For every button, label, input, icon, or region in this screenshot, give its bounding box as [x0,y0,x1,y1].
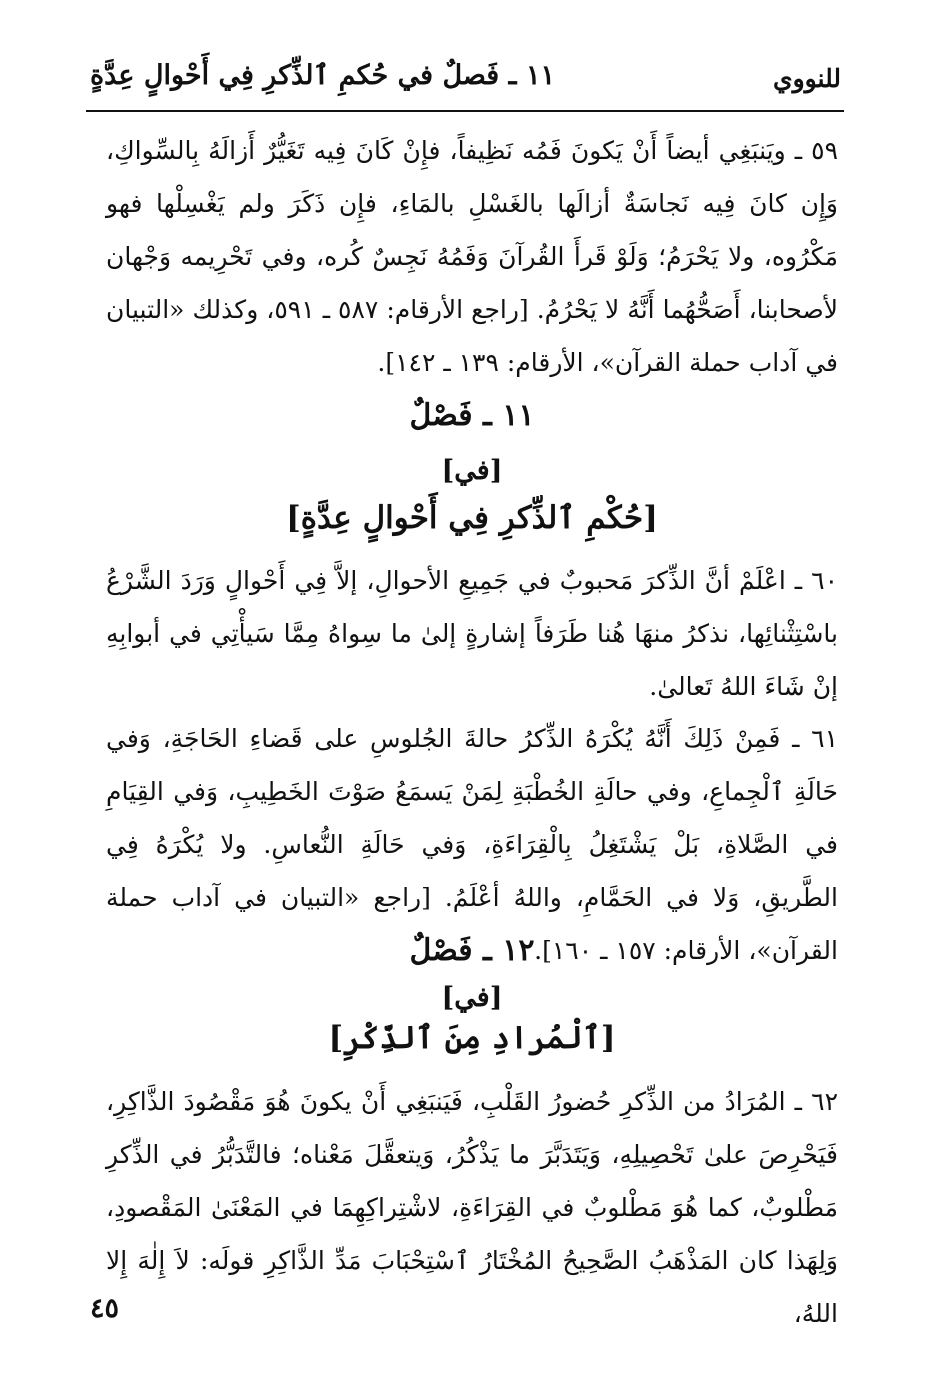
section-11-subheading: [في] [441,455,503,486]
page-number: ٤٥ [90,1293,120,1324]
section-12-subheading: [في] [441,982,503,1013]
section-12-number: ١٢ ـ فَصْلٌ [409,933,535,968]
paragraph-60: ٦٠ ـ اعْلَمْ أنَّ الذِّكرَ مَحبوبٌ في جَمِيعِ الأحوالِ، إلاَّ فِي أَحْوالٍ وَرَدَ الشَّرْعُ باسْتِثْنائِها، نذكرُ منهَا هُنا طَرَفاً إشارةٍ إلىٰ ما سِواهُ مِمَّا سَيأْتِي في أبوابِهِ إنْ شَاءَ اللهُ تَعالىٰ. [106,566,838,701]
paragraph-61: ٦١ ـ فَمِنْ ذَلِكَ أَنَّهُ يُكْرَهُ الذِّكرُ حالةَ الجُلوسِ على قَضاءِ الحَاجَةِ، وَفي حَالَةِ ٱلْجِماعِ، وفي حالَةِ الخُطْبَةِ لِمَنْ يَسمَعُ صَوْتَ الخَطِيبِ، وَفي القِيَامِ في الصَّلاةِ، بَلْ يَشْتَغِلُ بِالْقِرَاءَةِ، وَفي حَالَةِ النُّعاسِ. ولا يُكْرَهُ فِي الطَّريقِ، وَلا في الحَمَّامِ، واللهُ أعْلَمُ. [راجع «التبيان في آداب حملة القرآن»، الأرقام: ١٥٧ ـ ١٦٠]. [106,724,838,965]
running-header-author: للنووي [773,64,841,93]
paragraph-59: ٥٩ ـ ويَنبَغِي أيضاً أَنْ يَكونَ فَمُه نَظِيفاً، فإِنْ كَانَ فِيه تَغَيُّرٌ أَزالَهُ بِالسِّواكِ، وَإِن كانَ فِيه نَجاسَةٌ أزالَها بالغَسْلِ بالمَاءِ، فإِن ذَكَرَ ولم يَغْسِلْها فهو مَكْرُوه، ولا يَحْرَمُ؛ وَلَوْ قَرأَ القُرآنَ وَفَمُهُ نَجِسٌ كُره، وفي تَحْرِيمه وَجْهان لأصحابنا، أَصَحُّهُما أَنَّهُ لا يَحْرُمُ. [راجع الأرقام: ٥٨٧ ـ ٥٩١، وكذلك «التبيان في آداب حملة القرآن»، الأرقام: ١٣٩ ـ ١٤٢]. [106,136,838,377]
header-divider [86,110,844,112]
section-11-number: ١١ ـ فَصْلٌ [409,398,535,433]
paragraph-62: ٦٢ ـ المُرَادُ من الذِّكرِ حُضورُ القَلْبِ، فَيَنبَغِي أَنْ يكونَ هُوَ مَقْصُودَ الذَّاكِرِ، فَيَحْرِصَ علىٰ تَحْصِيلِهِ، وَيَتَدَبَّرَ ما يَذْكُرُ، وَيتعقَّلَ مَعْناه؛ فالتَّدَبُّرُ في الذِّكرِ مَطْلوبٌ، كما هُوَ مَطْلوبٌ في القِرَاءَةِ، لاشْتِراكِهِمَا في المَعْنَىٰ المَقْصودِ، وَلِهَذا كان المَذْهَبُ الصَّحِيحُ المُخْتَارُ ٱسْتِحْبَابَ مَدِّ الذَّاكِرِ قولَه: لاَ إِلٰهَ إِلا اللهُ، [106,1087,838,1328]
running-header-chapter: ١١ ـ فَصلٌ في حُكمِ ٱلذِّكرِ فِي أَحْوالٍ عِدَّةٍ [90,60,555,91]
section-11-title: [حُكْمِ ٱلذِّكرِ فِي أَحْوالٍ عِدَّةٍ] [286,500,658,536]
section-12-title: [ٱلْمُرادِ مِنَ ٱلذِّكْرِ] [328,1020,616,1056]
